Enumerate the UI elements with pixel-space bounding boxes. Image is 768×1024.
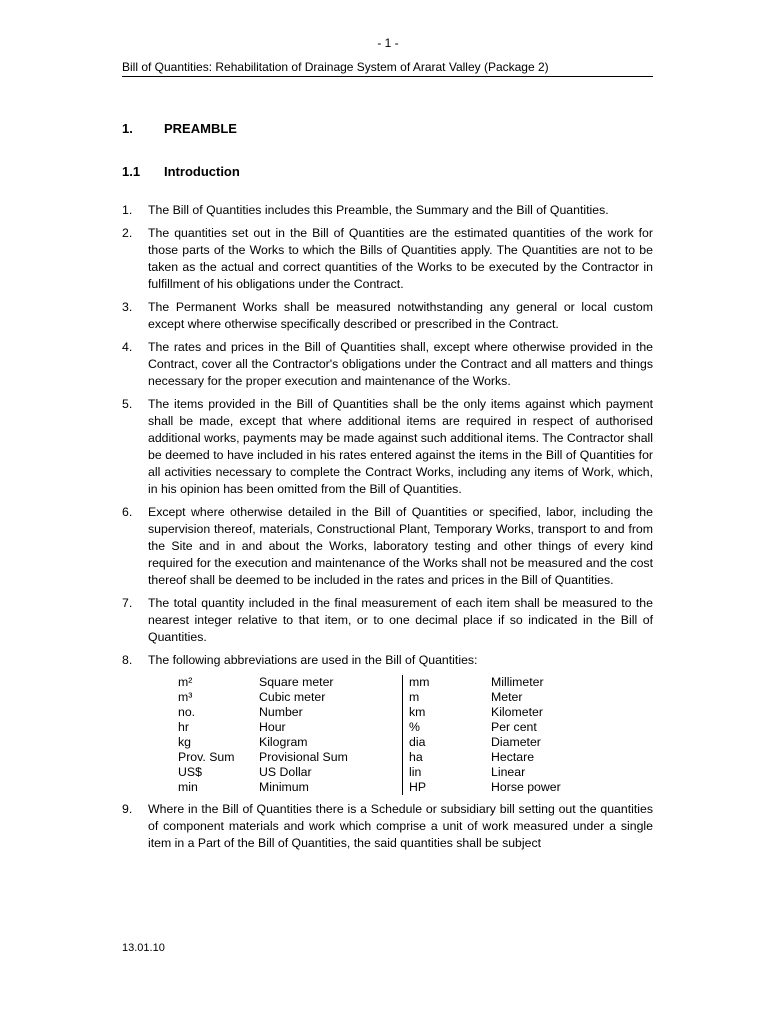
abbr-cell: Prov. Sum [178,750,235,764]
item-text: The quantities set out in the Bill of Quantities are the estimated quantities of the work for those parts of the Works to which the Bills of Quantities apply. The Quantities are not to be taken as the actual and correct quantities of the Works to be executed by the Contractor in fulfillment of his obligations under the Contract. [148,226,653,291]
table-row [178,765,601,780]
list-item [122,396,653,498]
item-number: 3. [122,300,133,314]
item-text: Except where otherwise detailed in the Bill of Quantities or specified, labor, including the supervision thereof, materials, Constructional Plant, Temporary Works, transport to and from the Site and in and about the Works, laboratory testing and other things of every kind required for the execution and maintenance of the Works shall not be measured and the cost thereof shall be deemed to be included in the rates and prices in the Bill of Quantities. [148,505,653,587]
table-row [178,750,601,765]
abbr-desc-cell: Minimum [259,780,309,794]
item-number: 6. [122,505,133,519]
abbr-desc-cell: Provisional Sum [259,750,348,764]
subsection-number: 1.1 [122,164,141,179]
abbreviations-table [178,675,601,795]
abbr-desc-cell: Kilogram [259,735,308,749]
abbr-desc-cell: Cubic meter [259,690,326,704]
item-number: 1. [122,203,133,217]
list-item [122,504,653,589]
list-item [122,652,653,669]
abbr-cell: m [403,690,492,705]
table-row [178,720,601,735]
abbr-cell: mm [403,675,492,690]
list-item [122,339,653,390]
abbr-desc-cell: Diameter [491,735,541,749]
abbr-cell: m³ [178,690,193,704]
table-row [178,780,601,795]
subsection-heading [122,164,240,179]
abbr-desc-cell: Meter [491,690,523,704]
item-number: 2. [122,226,133,240]
table-row [178,675,601,690]
item-text: The Permanent Works shall be measured notwithstanding any general or local custom except where otherwise specifically described or prescribed in the Contract. [148,300,653,331]
item-text: The items provided in the Bill of Quantities shall be the only items against which payment shall be made, except that where additional items are required in respect of authorised additional works, payments may be made against such additional items. The Contractor shall be deemed to have included in his rates entered against the items in the Bill of Quantities for all activities necessary to complete the Contract Works, including any items of Work, which, in his opinion has been omitted from the Bill of Quantities. [148,397,653,496]
abbr-cell: dia [403,735,492,750]
item-number: 5. [122,397,133,411]
page-number: - 1 - [377,36,399,50]
abbr-cell: min [178,780,198,794]
abbr-cell: kg [178,735,191,749]
section-heading [122,121,237,136]
section-number: 1. [122,121,133,136]
section-title: PREAMBLE [164,121,237,136]
list-item [122,202,653,219]
list-item [122,595,653,646]
abbr-desc-cell: Millimeter [491,675,544,689]
abbr-desc-cell: Kilometer [491,705,543,719]
item-text: Where in the Bill of Quantities there is a Schedule or subsidiary bill setting out the quantities of component materials and work which comprise a unit of work measured under a single item in a Part of the Bill of Quantities, the said quantities shall be subject [148,802,653,850]
subsection-title: Introduction [164,164,240,179]
table-row [178,690,601,705]
abbr-desc-cell: Square meter [259,675,334,689]
item-number: 4. [122,340,133,354]
abbr-desc-cell: US Dollar [259,765,312,779]
abbr-desc-cell: Per cent [491,720,537,734]
item-text: The following abbreviations are used in the Bill of Quantities: [148,653,478,667]
item-number: 7. [122,596,133,610]
list-item [122,225,653,293]
abbr-cell: % [403,720,492,735]
abbr-cell: m² [178,675,193,689]
list-item [122,801,653,852]
footer-date: 13.01.10 [122,942,165,954]
item-text: The Bill of Quantities includes this Preamble, the Summary and the Bill of Quantities. [148,203,609,217]
table-row [178,735,601,750]
abbr-cell: lin [403,765,492,780]
numbered-list [122,202,653,858]
abbr-cell: no. [178,705,196,719]
abbr-desc-cell: Hectare [491,750,535,764]
abbr-cell: km [403,705,492,720]
abbr-desc-cell: Horse power [491,780,561,794]
list-item [122,299,653,333]
abbr-cell: HP [403,780,492,795]
abbr-desc-cell: Number [259,705,303,719]
item-text: The rates and prices in the Bill of Quantities shall, except where otherwise provided in the Contract, cover all the Contractor's obligations under the Contract and all matters and things necessary for the proper execution and maintenance of the Works. [148,340,653,388]
abbr-cell: ha [403,750,492,765]
item-number: 9. [122,802,133,816]
abbr-desc-cell: Hour [259,720,286,734]
document-header-title: Bill of Quantities: Rehabilitation of Drainage System of Ararat Valley (Package 2) [122,60,653,77]
abbr-cell: hr [178,720,189,734]
abbr-cell: US$ [178,765,202,779]
item-text: The total quantity included in the final measurement of each item shall be measured to the nearest integer relative to that item, or to one decimal place if so indicated in the Bill of Quantities. [148,596,653,644]
item-number: 8. [122,653,133,667]
table-row [178,705,601,720]
abbr-desc-cell: Linear [491,765,526,779]
